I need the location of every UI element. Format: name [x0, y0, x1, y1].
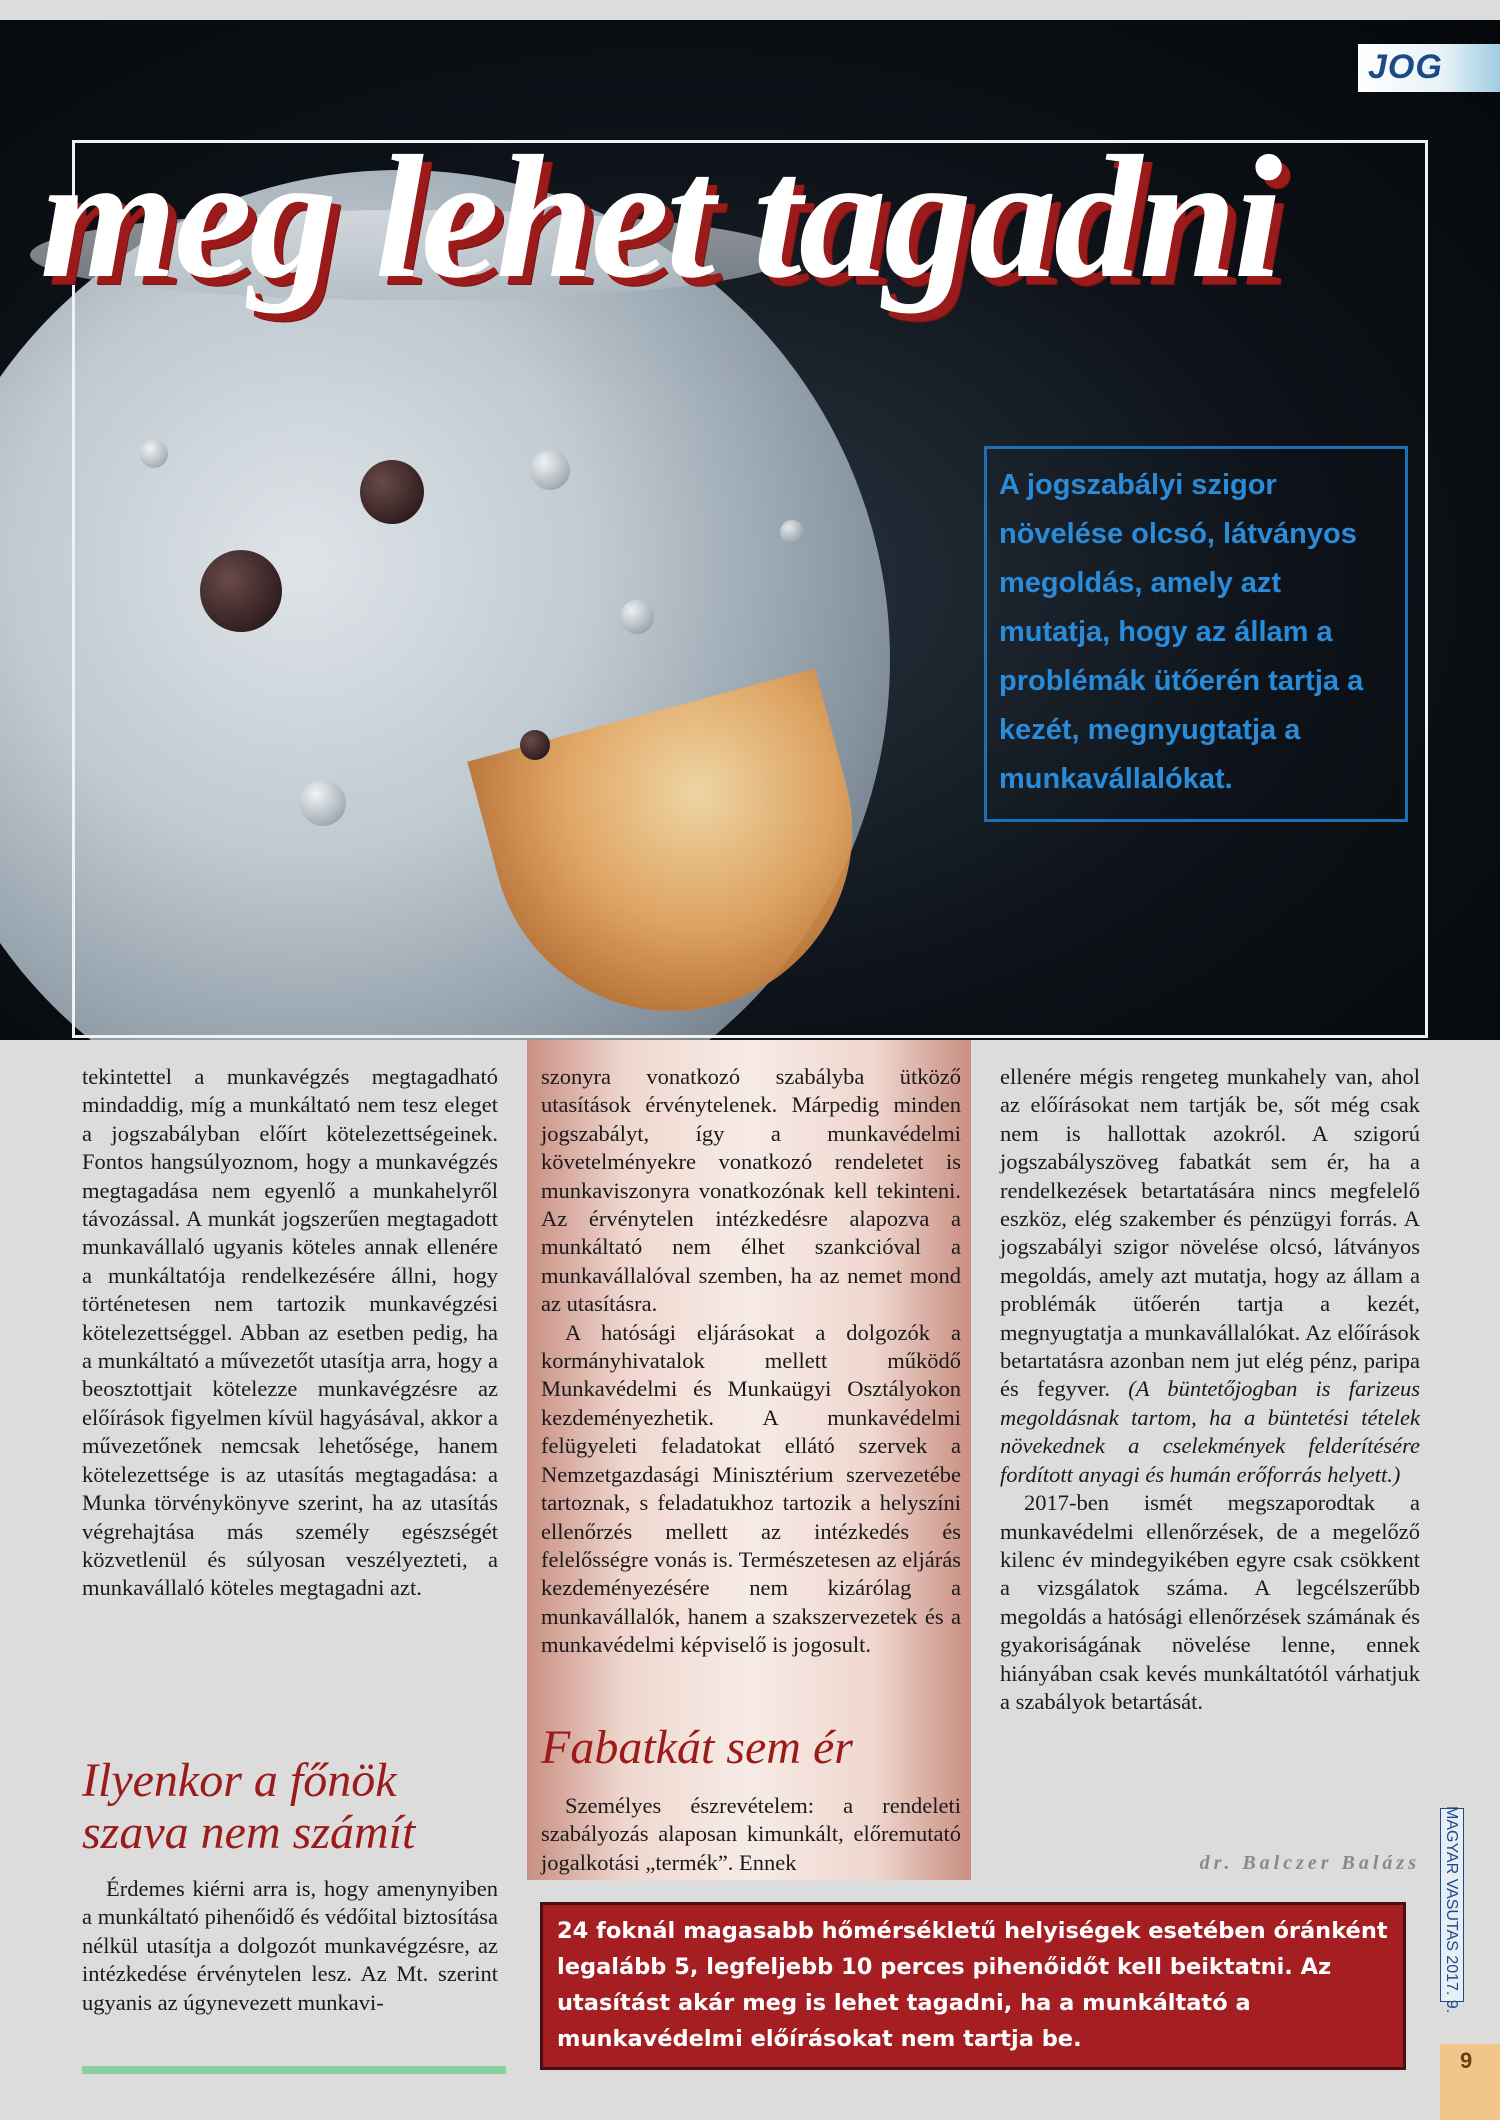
- page-number: 9: [1460, 2048, 1473, 2073]
- callout-text: 24 foknál magasabb hőmérsékletű helyiségek esetében óránként legalább 5, legfeljebb 10 perces pihenőidőt kell beiktatni. Az utasítást akár meg is lehet tagadni, ha a munkáltató a munkavédelmi előírásokat nem tartja be.: [557, 1918, 1388, 2052]
- section-tag: [1358, 44, 1500, 92]
- paragraph: tekintettel a munkavégzés megtagadható mindaddig, míg a munkáltató nem tesz eleget a jogszabályban előírt kötelezettségeinek. Fontos hangsúlyoznom, hogy a munkavégzés megtagadása nem egyenlő a munkahelyről távozással. A munkát jogszerűen megtagadott munkavállaló ugyanis köteles annak ellenére a munkáltatója rendelkezésére állni, hogy történetesen nem tartozik munkavégzési kötelezettséggel. Abban az esetben pedig, ha a munkáltató a művezetőt utasítja arra, hogy a beosztottjait kötelezze munkavégzésre az előírások figyelmen kívül hagyásával, akkor a művezetőnek nemcsak lehetősége, hanem kötelezettsége is az utasítás megtagadása: a Munka törvénykönyve szerint, ha az utasítás végrehajtása más személy egészségét közvetlenül és súlyosan veszélyezteti, a munkavállaló köteles megtagadni azt.: [82, 1064, 498, 1601]
- magazine-sidebar: [1440, 1806, 1464, 2014]
- paragraph: Személyes észrevételem: a rendeleti szabályozás alaposan kimunkált, előremutató jogalkotási „termék”. Ennek: [541, 1793, 961, 1875]
- pull-quote-box: [984, 446, 1408, 822]
- pull-quote: A jogszabályi szigor növelése olcsó, látványos megoldás, amely azt mutatja, hogy az állam a problémák ütőerén tartja a kezét, megnyugtatja a munkavállalókat.: [999, 469, 1364, 795]
- callout-box: [540, 1902, 1406, 2070]
- subheading-1: Ilyenkor a főnök szava nem számít: [82, 1754, 416, 1859]
- column-1-continued: [82, 1875, 498, 2017]
- paragraph: 2017-ben ismét megszaporodtak a munkavédelmi ellenőrzések, de a megelőző kilenc év mindegyikében egyre csak csökkent a vizsgálatok száma. A legcélszerűbb megoldás a hatósági ellenőrzések számának és gyakoriságának növelése lenne, ennek hiányában csak kevés munkáltatótól várhatjuk a szabályok betartását.: [1000, 1490, 1420, 1714]
- page-number-box: [1440, 2044, 1500, 2120]
- author-byline: dr. Balczer Balázs: [1199, 1852, 1420, 1874]
- paragraph: A hatósági eljárásokat a dolgozók a kormányhivatalok mellett működő Munkavédelmi és Munkaügyi Osztályokon kezdeményezhetik. A munkavédelmi felügyeleti feladatokat ellátó szervek a Nemzetgazdasági Minisztérium szervezetébe tartoznak, s feladatukhoz tartozik a helyszíni ellenőrzés mellett az intézkedés és felelősségre vonás is. Természetesen az eljárás kezdeményezésére nem kizárólag a munkavállalók, hanem a szakszervezetek és a munkavédelmi képviselő is jogosult.: [541, 1319, 961, 1658]
- divider-bar: [82, 2066, 506, 2074]
- column-2-continued: [541, 1792, 961, 1877]
- magazine-issue: MAGYAR VASUTAS 2017. 9.: [1443, 1806, 1460, 2014]
- italic-remark: (A büntetőjogban is farizeus megoldásnak tartom, ha a büntetési tételek növekednek a cselekmények felderítésére fordított anyagi és humán erőforrás helyett.): [1000, 1376, 1421, 1487]
- paragraph-text: ellenére mégis rengeteg munkahely van, ahol az előírásokat nem tartják be, sőt még csak nem is hallottak azokról. A szigorú jogszabályszöveg fabatkát sem ér, ha a rendelkezések betartatására nincs megfelelő eszköz, elég szakember és pénzügyi forrás. A jogszabályi szigor növelése olcsó, látványos megoldás, amely azt mutatja, hogy az állam a problémák ütőerén tartja a kezét, megnyugtatja a munkavállalókat. Az előírások betartatásra azonban nem jut elég pénz, paripa és fegyver.: [1000, 1064, 1420, 1402]
- section-tag-label: JOG: [1368, 48, 1443, 86]
- column-2: [541, 1063, 961, 1660]
- column-1: [82, 1063, 498, 1603]
- paragraph: szonyra vonatkozó szabályba ütköző utasítások érvénytelenek. Márpedig minden jogszabályt, így a munkavédelmi követelményekre vonatkozó rendeletet is munkaviszonyra vonatkozónak kell tekinteni. Az érvénytelen intézkedésre alapozva a munkáltató nem élhet szankcióval a munkavállalóval szemben, ha az nemet mond az utasításra.: [541, 1064, 961, 1317]
- paragraph: Érdemes kiérni arra is, hogy amenynyiben a munkáltató pihenőidő és védőital biztosítása nélkül utasítja a dolgozót munkavégzésre, az intézkedése érvénytelen lesz. Az Mt. szerint ugyanis az úgynevezett munkavi-: [82, 1876, 498, 2015]
- article-headline: meg lehet tagadni: [40, 120, 1280, 315]
- paragraph: [1000, 1063, 1420, 1489]
- subheading-2: Fabatkát sem ér: [541, 1721, 853, 1774]
- column-3: [1000, 1063, 1420, 1716]
